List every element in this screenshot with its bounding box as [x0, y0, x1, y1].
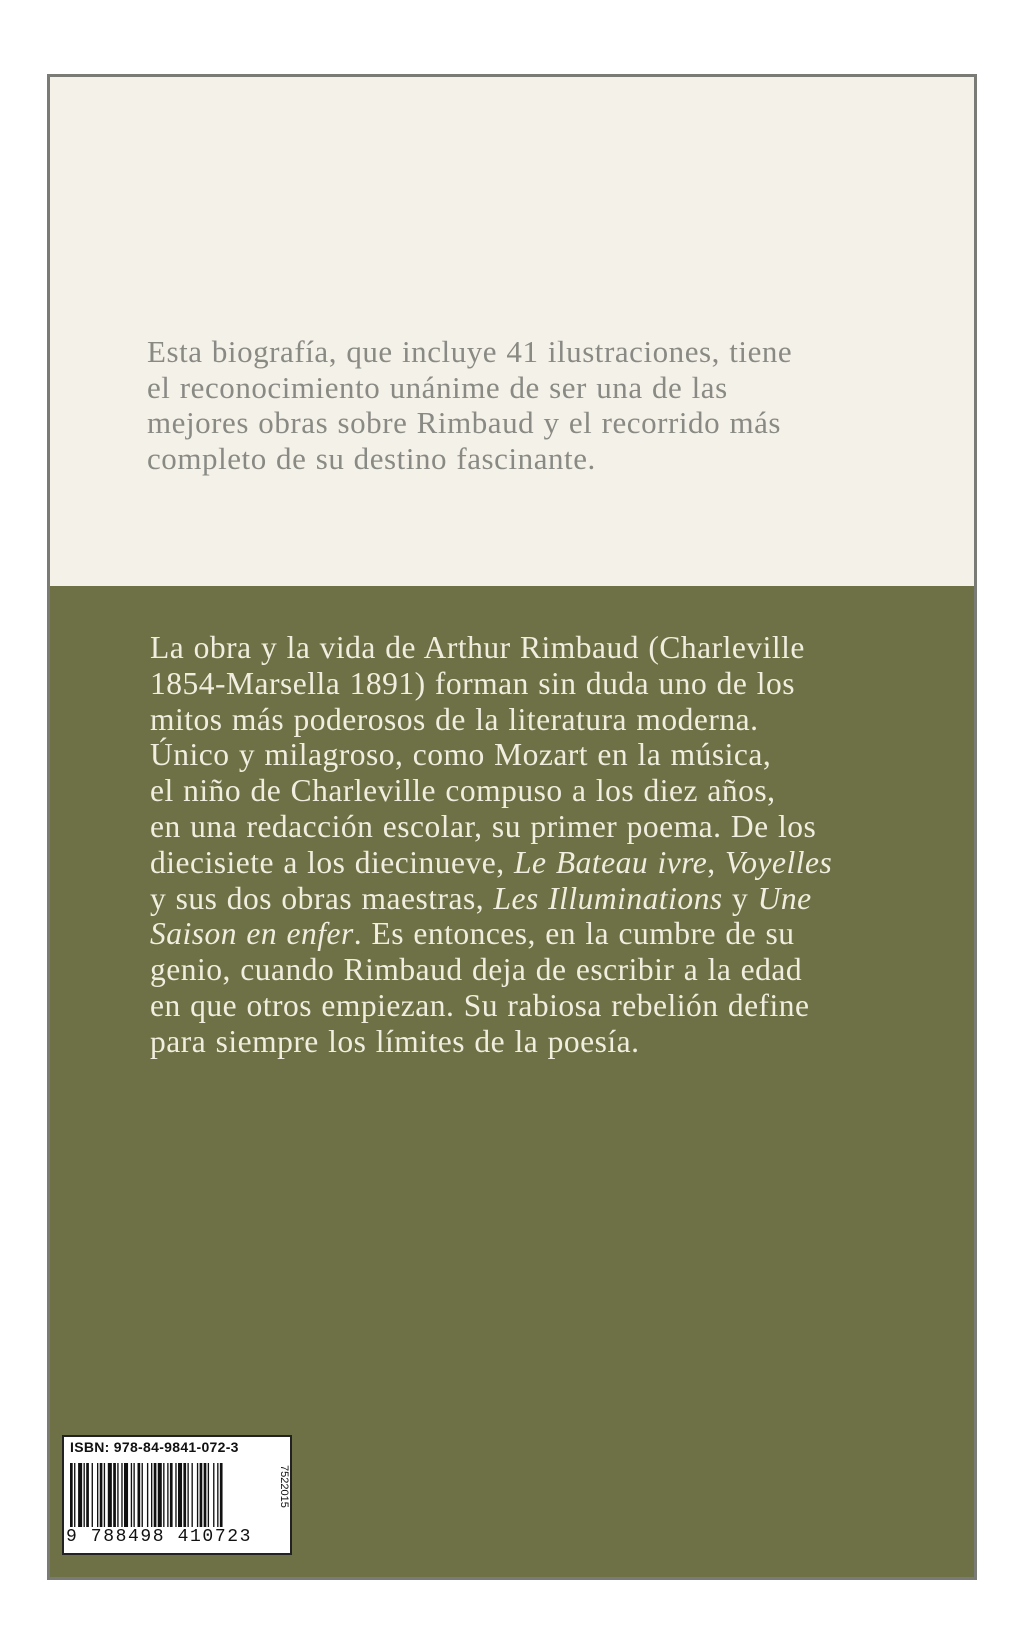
barcode-bar — [124, 1463, 128, 1527]
barcode-bar — [113, 1463, 116, 1527]
barcode-bar — [204, 1463, 207, 1527]
barcode-bar — [74, 1463, 75, 1527]
barcode-bar — [197, 1463, 198, 1527]
barcode-bar — [175, 1463, 176, 1527]
description-text: , — [707, 844, 726, 880]
book-description — [150, 630, 910, 1060]
barcode-bar — [192, 1463, 193, 1527]
description-line — [150, 845, 910, 881]
description-line: en que otros empiezan. Su rabiosa rebelión define — [150, 987, 810, 1023]
barcode-bar — [170, 1463, 173, 1527]
barcode-bar — [138, 1463, 141, 1527]
barcode-bar — [147, 1463, 148, 1527]
bottom-panel — [50, 586, 974, 1580]
barcode-bar — [213, 1463, 214, 1527]
description-line: Único y milagroso, como Mozart en la música, — [150, 737, 772, 773]
barcode-bar — [84, 1463, 85, 1527]
description-line — [150, 916, 910, 952]
work-title: Saison en enfer — [150, 916, 354, 952]
barcode-bar — [167, 1463, 168, 1527]
barcode-bar — [92, 1463, 93, 1527]
barcode-bar — [78, 1463, 82, 1527]
work-title: Voyelles — [725, 844, 833, 880]
barcode-bar — [131, 1463, 132, 1527]
addon-digits: 7522015 — [278, 1465, 290, 1508]
barcode-bar — [217, 1463, 218, 1527]
blurb-line: Esta biografía, que incluye 41 ilustraciones, tiene — [147, 334, 793, 369]
description-text: y sus dos obras maestras, — [150, 880, 494, 916]
description-line: genio, cuando Rimbaud deja de escribir a la edad — [150, 952, 803, 988]
barcode-bar — [97, 1463, 98, 1527]
blurb-line: el reconocimiento unánime de ser una de las — [147, 369, 728, 405]
barcode-bar — [200, 1463, 203, 1527]
barcode-bar — [163, 1463, 164, 1527]
barcode-bar — [86, 1463, 89, 1527]
barcode-bar — [121, 1463, 122, 1527]
work-title: Le Bateau ivre — [514, 844, 708, 880]
description-text: y — [722, 880, 758, 916]
description-text: . Es entonces, en la cumbre de su — [353, 916, 795, 952]
description-line: para siempre los límites de la poesía. — [150, 1023, 640, 1059]
book-back-cover — [47, 74, 977, 1580]
barcode-bar — [104, 1463, 105, 1527]
description-line: el niño de Charleville compuso a los diez años, — [150, 773, 776, 809]
blurb-line: completo de su destino fascinante. — [147, 440, 596, 476]
ean-digits: 9 788498 410723 — [66, 1527, 253, 1547]
description-line: 1854-Marsella 1891) forman sin duda uno de los — [150, 665, 796, 701]
barcode-bar — [142, 1463, 143, 1527]
top-blurb — [147, 334, 887, 476]
barcode-bar — [208, 1463, 209, 1527]
work-title: Les Illuminations — [493, 880, 723, 916]
barcode-bars — [70, 1463, 270, 1527]
barcode-bar — [220, 1463, 223, 1527]
barcode-bar — [187, 1463, 188, 1527]
barcode-bar — [183, 1463, 186, 1527]
description-line: en una redacción escolar, su primer poema. De los — [150, 808, 817, 844]
description-line: mitos más poderosos de la literatura moderna. — [150, 701, 759, 737]
barcode-bar — [154, 1463, 157, 1527]
work-title: Une — [757, 880, 812, 916]
barcode-bar — [70, 1463, 73, 1527]
barcode-bar — [158, 1463, 162, 1527]
top-panel — [50, 77, 974, 586]
isbn-barcode — [62, 1435, 292, 1555]
description-line: La obra y la vida de Arthur Rimbaud (Charleville — [150, 630, 805, 665]
barcode-bar — [117, 1463, 118, 1527]
description-text: diecisiete a los diecinueve, — [150, 844, 514, 880]
blurb-line: mejores obras sobre Rimbaud y el recorrido más — [147, 405, 782, 440]
isbn-label: ISBN: 978-84-9841-072-3 — [70, 1439, 239, 1455]
barcode-bar — [133, 1463, 134, 1527]
barcode-bar — [178, 1463, 182, 1527]
barcode-bar — [151, 1463, 152, 1527]
description-line — [150, 881, 910, 917]
barcode-bar — [100, 1463, 103, 1527]
barcode-bar — [108, 1463, 112, 1527]
